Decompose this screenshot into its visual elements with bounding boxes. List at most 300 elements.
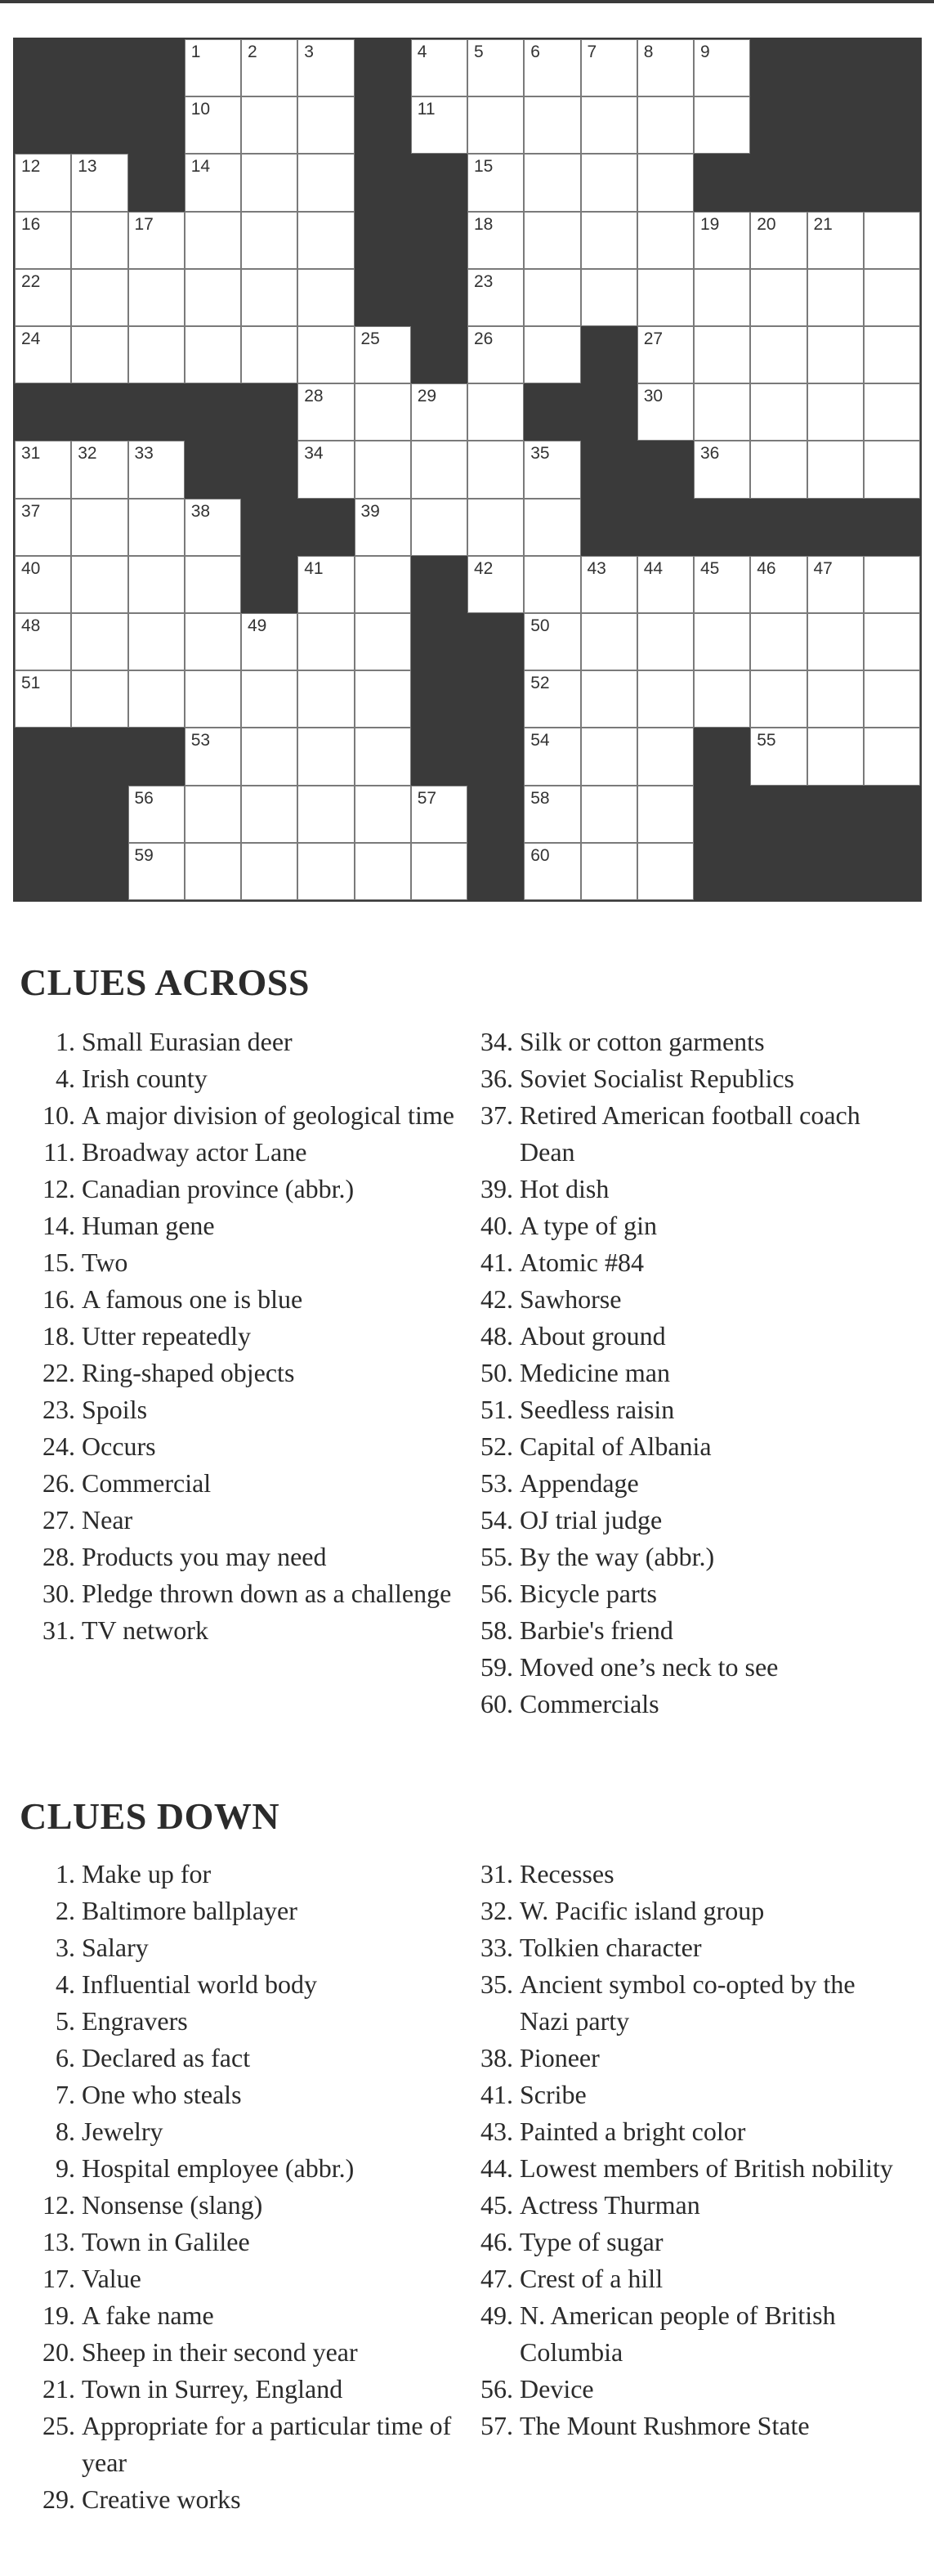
clue-number: 14. — [42, 1211, 75, 1240]
grid-cell[interactable] — [297, 39, 354, 96]
clue-number: 45. — [480, 2190, 513, 2220]
clue-text: Broadway actor Lane — [82, 1137, 307, 1167]
block-cell — [750, 499, 807, 556]
block-cell — [355, 212, 411, 269]
grid-cell[interactable] — [694, 212, 750, 269]
clue-number: 55 — [757, 731, 776, 750]
grid-cell[interactable] — [355, 556, 411, 613]
grid-cell[interactable] — [581, 786, 637, 843]
clue-text: Barbie's friend — [520, 1615, 673, 1645]
clue-text: Town in Galilee — [82, 2227, 250, 2256]
grid-cell[interactable] — [637, 269, 694, 326]
clue-number: 57. — [480, 2411, 513, 2440]
block-cell — [128, 728, 185, 785]
clue-item — [15, 1612, 456, 1649]
clue-item — [453, 2260, 894, 2297]
grid-cell[interactable] — [750, 212, 807, 269]
clue-item — [453, 2371, 894, 2408]
grid-cell[interactable] — [524, 441, 580, 498]
grid-cell[interactable] — [581, 556, 637, 613]
grid-cell[interactable] — [807, 670, 864, 728]
clue-text: Silk or cotton garments — [520, 1027, 765, 1056]
grid-cell[interactable] — [241, 269, 297, 326]
grid-cell[interactable] — [241, 96, 297, 154]
block-cell — [750, 39, 807, 96]
grid-cell[interactable] — [750, 556, 807, 613]
grid-cell[interactable] — [297, 843, 354, 900]
grid-cell[interactable] — [524, 728, 580, 785]
clue-item — [15, 1207, 456, 1244]
block-cell — [411, 154, 467, 211]
clue-text: Moved one’s neck to see — [520, 1652, 779, 1682]
grid-cell[interactable] — [297, 728, 354, 785]
block-cell — [750, 96, 807, 154]
grid-cell[interactable] — [750, 728, 807, 785]
grid-cell[interactable] — [71, 441, 127, 498]
grid-cell[interactable] — [524, 326, 580, 383]
clue-number: 8. — [56, 2117, 75, 2146]
grid-cell[interactable] — [581, 96, 637, 154]
clue-number: 14 — [190, 157, 211, 177]
grid-cell[interactable] — [71, 269, 127, 326]
clue-number: 17. — [42, 2264, 75, 2293]
clue-text: TV network — [82, 1615, 208, 1645]
grid-cell[interactable] — [637, 39, 694, 96]
clue-number: 16 — [21, 214, 41, 234]
grid-cell[interactable] — [750, 269, 807, 326]
grid-cell[interactable] — [467, 441, 524, 498]
grid-cell[interactable] — [241, 212, 297, 269]
grid-cell[interactable] — [581, 212, 637, 269]
grid-cell[interactable] — [355, 441, 411, 498]
block-cell — [185, 441, 241, 498]
block-cell — [71, 383, 127, 441]
grid-cell[interactable] — [128, 499, 185, 556]
grid-cell[interactable] — [864, 326, 920, 383]
grid-cell[interactable] — [411, 96, 467, 154]
grid-cell[interactable] — [864, 613, 920, 670]
clue-number: 35. — [480, 1969, 513, 1999]
grid-cell[interactable] — [355, 613, 411, 670]
block-cell — [467, 786, 524, 843]
grid-cell[interactable] — [524, 212, 580, 269]
grid-cell[interactable] — [524, 96, 580, 154]
grid-cell[interactable] — [185, 728, 241, 785]
block-cell — [581, 499, 637, 556]
grid-cell[interactable] — [581, 670, 637, 728]
grid-cell[interactable] — [15, 670, 71, 728]
block-cell — [411, 613, 467, 670]
clue-number: 59 — [134, 845, 154, 865]
clue-item — [15, 2076, 456, 2113]
grid-cell[interactable] — [15, 613, 71, 670]
grid-cell[interactable] — [185, 39, 241, 96]
grid-cell[interactable] — [694, 441, 750, 498]
grid-cell[interactable] — [241, 786, 297, 843]
grid-cell[interactable] — [411, 383, 467, 441]
grid-cell[interactable] — [185, 670, 241, 728]
clue-text: Device — [520, 2374, 594, 2404]
clue-number: 52. — [480, 1431, 513, 1461]
grid-cell[interactable] — [467, 326, 524, 383]
grid-cell[interactable] — [694, 39, 750, 96]
clue-text: The Mount Rushmore State — [520, 2411, 810, 2440]
block-cell — [71, 96, 127, 154]
grid-cell[interactable] — [185, 556, 241, 613]
grid-cell[interactable] — [467, 154, 524, 211]
grid-cell[interactable] — [750, 613, 807, 670]
grid-cell[interactable] — [15, 556, 71, 613]
grid-cell[interactable] — [185, 96, 241, 154]
grid-cell[interactable] — [355, 843, 411, 900]
clue-item — [15, 1856, 456, 1893]
grid-cell[interactable] — [637, 613, 694, 670]
clue-text: Ancient symbol co-opted by the Nazi party — [520, 1969, 856, 2036]
clue-number: 31 — [21, 444, 41, 464]
clue-number: 38. — [480, 2043, 513, 2072]
block-cell — [15, 383, 71, 441]
clue-item — [453, 2113, 894, 2150]
block-cell — [71, 786, 127, 843]
grid-cell[interactable] — [750, 383, 807, 441]
clue-number: 46. — [480, 2227, 513, 2256]
clue-number: 53 — [190, 731, 211, 750]
grid-cell[interactable] — [128, 326, 185, 383]
block-cell — [185, 383, 241, 441]
grid-cell[interactable] — [411, 786, 467, 843]
grid-cell[interactable] — [467, 383, 524, 441]
clue-number: 49. — [480, 2300, 513, 2330]
grid-cell[interactable] — [241, 728, 297, 785]
clue-item — [453, 2150, 894, 2187]
clue-number: 57 — [417, 788, 437, 808]
clue-number: 54. — [480, 1505, 513, 1534]
grid-cell[interactable] — [185, 326, 241, 383]
grid-cell[interactable] — [694, 383, 750, 441]
grid-cell[interactable] — [355, 383, 411, 441]
grid-cell[interactable] — [467, 96, 524, 154]
grid-cell[interactable] — [807, 613, 864, 670]
block-cell — [581, 326, 637, 383]
grid-cell[interactable] — [297, 326, 354, 383]
block-cell — [467, 670, 524, 728]
grid-cell[interactable] — [355, 728, 411, 785]
grid-cell[interactable] — [750, 670, 807, 728]
clue-number: 23 — [474, 271, 494, 291]
clue-number: 45 — [700, 558, 720, 578]
grid-cell[interactable] — [694, 269, 750, 326]
grid-cell[interactable] — [185, 499, 241, 556]
grid-cell[interactable] — [637, 154, 694, 211]
grid-cell[interactable] — [355, 499, 411, 556]
clue-number: 34 — [304, 444, 324, 464]
grid-cell[interactable] — [467, 556, 524, 613]
grid-cell[interactable] — [694, 670, 750, 728]
clue-text: Town in Surrey, England — [82, 2374, 343, 2404]
grid-cell[interactable] — [807, 326, 864, 383]
grid-cell[interactable] — [637, 843, 694, 900]
clue-text: A type of gin — [520, 1211, 657, 1240]
grid-cell[interactable] — [524, 154, 580, 211]
clue-item — [453, 1097, 894, 1171]
grid-cell[interactable] — [694, 96, 750, 154]
clue-number: 12. — [42, 2190, 75, 2220]
grid-cell[interactable] — [637, 670, 694, 728]
grid-cell[interactable] — [297, 613, 354, 670]
grid-cell[interactable] — [241, 326, 297, 383]
clue-number: 39. — [480, 1174, 513, 1203]
clue-number: 31. — [480, 1859, 513, 1888]
clue-text: A major division of geological time — [82, 1100, 454, 1130]
clue-item — [453, 1281, 894, 1318]
grid-cell[interactable] — [128, 441, 185, 498]
clue-item — [453, 2040, 894, 2076]
grid-cell[interactable] — [15, 154, 71, 211]
clue-number: 20 — [757, 214, 776, 234]
clue-item — [15, 2224, 456, 2260]
grid-cell[interactable] — [355, 786, 411, 843]
grid-cell[interactable] — [864, 670, 920, 728]
grid-cell[interactable] — [807, 728, 864, 785]
top-rule — [0, 0, 934, 3]
grid-cell[interactable] — [15, 269, 71, 326]
clue-text: Hospital employee (abbr.) — [82, 2153, 355, 2183]
clue-number: 40 — [21, 558, 41, 578]
grid-cell[interactable] — [71, 154, 127, 211]
grid-cell[interactable] — [71, 556, 127, 613]
clue-text: Canadian province (abbr.) — [82, 1174, 355, 1203]
clue-number: 15. — [42, 1248, 75, 1277]
grid-cell[interactable] — [128, 269, 185, 326]
grid-cell[interactable] — [467, 212, 524, 269]
grid-cell[interactable] — [241, 843, 297, 900]
grid-cell[interactable] — [71, 499, 127, 556]
clue-number: 18. — [42, 1321, 75, 1351]
grid-cell[interactable] — [524, 269, 580, 326]
grid-cell[interactable] — [524, 843, 580, 900]
grid-cell[interactable] — [411, 499, 467, 556]
grid-cell[interactable] — [694, 326, 750, 383]
clue-item — [15, 1929, 456, 1966]
grid-cell[interactable] — [750, 326, 807, 383]
clue-number: 4. — [56, 1064, 75, 1093]
grid-cell[interactable] — [807, 269, 864, 326]
grid-cell[interactable] — [411, 39, 467, 96]
grid-cell[interactable] — [128, 556, 185, 613]
block-cell — [71, 728, 127, 785]
clue-item — [15, 2297, 456, 2334]
grid-cell[interactable] — [185, 212, 241, 269]
block-cell — [355, 39, 411, 96]
clue-item — [453, 2408, 894, 2444]
clue-number: 37. — [480, 1100, 513, 1130]
clue-number: 55. — [480, 1542, 513, 1571]
grid-cell[interactable] — [694, 613, 750, 670]
grid-cell[interactable] — [297, 212, 354, 269]
grid-cell[interactable] — [581, 39, 637, 96]
clue-number: 36 — [700, 444, 720, 464]
grid-cell[interactable] — [71, 670, 127, 728]
grid-cell[interactable] — [807, 383, 864, 441]
block-cell — [241, 556, 297, 613]
grid-cell[interactable] — [750, 441, 807, 498]
grid-cell[interactable] — [241, 613, 297, 670]
block-cell — [694, 499, 750, 556]
clue-text: Capital of Albania — [520, 1431, 712, 1461]
clue-text: Near — [82, 1505, 133, 1534]
block-cell — [807, 786, 864, 843]
grid-cell[interactable] — [467, 499, 524, 556]
grid-cell[interactable] — [297, 670, 354, 728]
grid-cell[interactable] — [128, 843, 185, 900]
grid-cell[interactable] — [71, 326, 127, 383]
clue-text: Jewelry — [82, 2117, 163, 2146]
grid-cell[interactable] — [581, 269, 637, 326]
block-cell — [750, 843, 807, 900]
clue-number: 26 — [474, 329, 494, 348]
grid-cell[interactable] — [241, 154, 297, 211]
clue-item — [453, 2224, 894, 2260]
grid-cell[interactable] — [297, 269, 354, 326]
clue-number: 18 — [474, 214, 494, 234]
block-cell — [71, 39, 127, 96]
grid-cell[interactable] — [297, 96, 354, 154]
clue-text: Retired American football coach Dean — [520, 1100, 860, 1167]
grid-cell[interactable] — [411, 441, 467, 498]
block-cell — [71, 843, 127, 900]
clue-text: Nonsense (slang) — [82, 2190, 263, 2220]
grid-cell[interactable] — [637, 96, 694, 154]
grid-cell[interactable] — [637, 556, 694, 613]
grid-cell[interactable] — [864, 556, 920, 613]
grid-cell[interactable] — [637, 786, 694, 843]
grid-cell[interactable] — [524, 786, 580, 843]
grid-cell[interactable] — [864, 212, 920, 269]
grid-cell[interactable] — [411, 843, 467, 900]
clue-item — [15, 1134, 456, 1171]
grid-cell[interactable] — [581, 613, 637, 670]
grid-cell[interactable] — [807, 441, 864, 498]
clue-number: 37 — [21, 501, 41, 521]
clue-item — [453, 1686, 894, 1723]
clue-number: 36. — [480, 1064, 513, 1093]
grid-cell[interactable] — [864, 728, 920, 785]
grid-cell[interactable] — [15, 326, 71, 383]
grid-cell[interactable] — [694, 556, 750, 613]
grid-cell[interactable] — [524, 39, 580, 96]
clue-number: 56. — [480, 2374, 513, 2404]
grid-cell[interactable] — [71, 212, 127, 269]
clue-number: 1. — [56, 1027, 75, 1056]
grid-cell[interactable] — [297, 786, 354, 843]
clue-number: 11. — [43, 1137, 75, 1167]
clue-item — [15, 1355, 456, 1391]
clue-text: Creative works — [82, 2484, 241, 2514]
block-cell — [411, 728, 467, 785]
grid-cell[interactable] — [71, 613, 127, 670]
grid-cell[interactable] — [637, 383, 694, 441]
grid-cell[interactable] — [185, 613, 241, 670]
block-cell — [128, 39, 185, 96]
grid-cell[interactable] — [355, 326, 411, 383]
clue-number: 5 — [474, 43, 484, 61]
grid-cell[interactable] — [524, 670, 580, 728]
block-cell — [411, 556, 467, 613]
grid-cell[interactable] — [524, 613, 580, 670]
grid-cell[interactable] — [185, 843, 241, 900]
clue-number: 35 — [530, 444, 550, 464]
grid-cell[interactable] — [297, 154, 354, 211]
grid-cell[interactable] — [15, 499, 71, 556]
clue-item — [453, 1856, 894, 1893]
grid-cell[interactable] — [581, 154, 637, 211]
grid-cell[interactable] — [297, 556, 354, 613]
clue-text: Recesses — [520, 1859, 614, 1888]
grid-cell[interactable] — [467, 269, 524, 326]
grid-cell[interactable] — [185, 269, 241, 326]
clue-item — [453, 2187, 894, 2224]
grid-cell[interactable] — [807, 556, 864, 613]
clue-text: Sheep in their second year — [82, 2337, 358, 2367]
clue-number: 25 — [360, 329, 380, 348]
grid-cell[interactable] — [128, 786, 185, 843]
grid-cell[interactable] — [637, 212, 694, 269]
clue-text: Pledge thrown down as a challenge — [82, 1579, 452, 1608]
grid-cell[interactable] — [864, 441, 920, 498]
grid-cell[interactable] — [15, 441, 71, 498]
grid-cell[interactable] — [128, 670, 185, 728]
grid-cell[interactable] — [864, 269, 920, 326]
clue-text: Pioneer — [520, 2043, 600, 2072]
grid-cell[interactable] — [241, 39, 297, 96]
grid-cell[interactable] — [355, 670, 411, 728]
grid-cell[interactable] — [637, 326, 694, 383]
grid-cell[interactable] — [581, 843, 637, 900]
clue-number: 41 — [304, 558, 324, 578]
grid-cell[interactable] — [524, 499, 580, 556]
grid-cell[interactable] — [128, 613, 185, 670]
clue-item — [453, 2076, 894, 2113]
grid-cell[interactable] — [467, 39, 524, 96]
clue-text: Seedless raisin — [520, 1395, 675, 1424]
clue-number: 17 — [134, 214, 154, 234]
clue-number: 54 — [530, 731, 550, 750]
grid-cell[interactable] — [15, 212, 71, 269]
block-cell — [864, 154, 920, 211]
grid-cell[interactable] — [637, 728, 694, 785]
clue-number: 12 — [21, 157, 41, 177]
grid-cell[interactable] — [581, 728, 637, 785]
clue-text: Two — [82, 1248, 128, 1277]
grid-cell[interactable] — [524, 556, 580, 613]
clue-number: 53. — [480, 1468, 513, 1498]
grid-cell[interactable] — [185, 154, 241, 211]
grid-cell[interactable] — [864, 383, 920, 441]
grid-cell[interactable] — [807, 212, 864, 269]
grid-cell[interactable] — [297, 441, 354, 498]
clue-item — [453, 1966, 894, 2040]
clue-number: 15 — [474, 157, 494, 177]
clue-number: 28. — [42, 1542, 75, 1571]
clue-text: Small Eurasian deer — [82, 1027, 293, 1056]
grid-cell[interactable] — [297, 383, 354, 441]
clue-number: 43 — [587, 558, 606, 578]
clue-number: 24 — [21, 329, 41, 348]
grid-cell[interactable] — [185, 786, 241, 843]
clue-number: 44. — [480, 2153, 513, 2183]
grid-cell[interactable] — [241, 670, 297, 728]
grid-cell[interactable] — [128, 212, 185, 269]
